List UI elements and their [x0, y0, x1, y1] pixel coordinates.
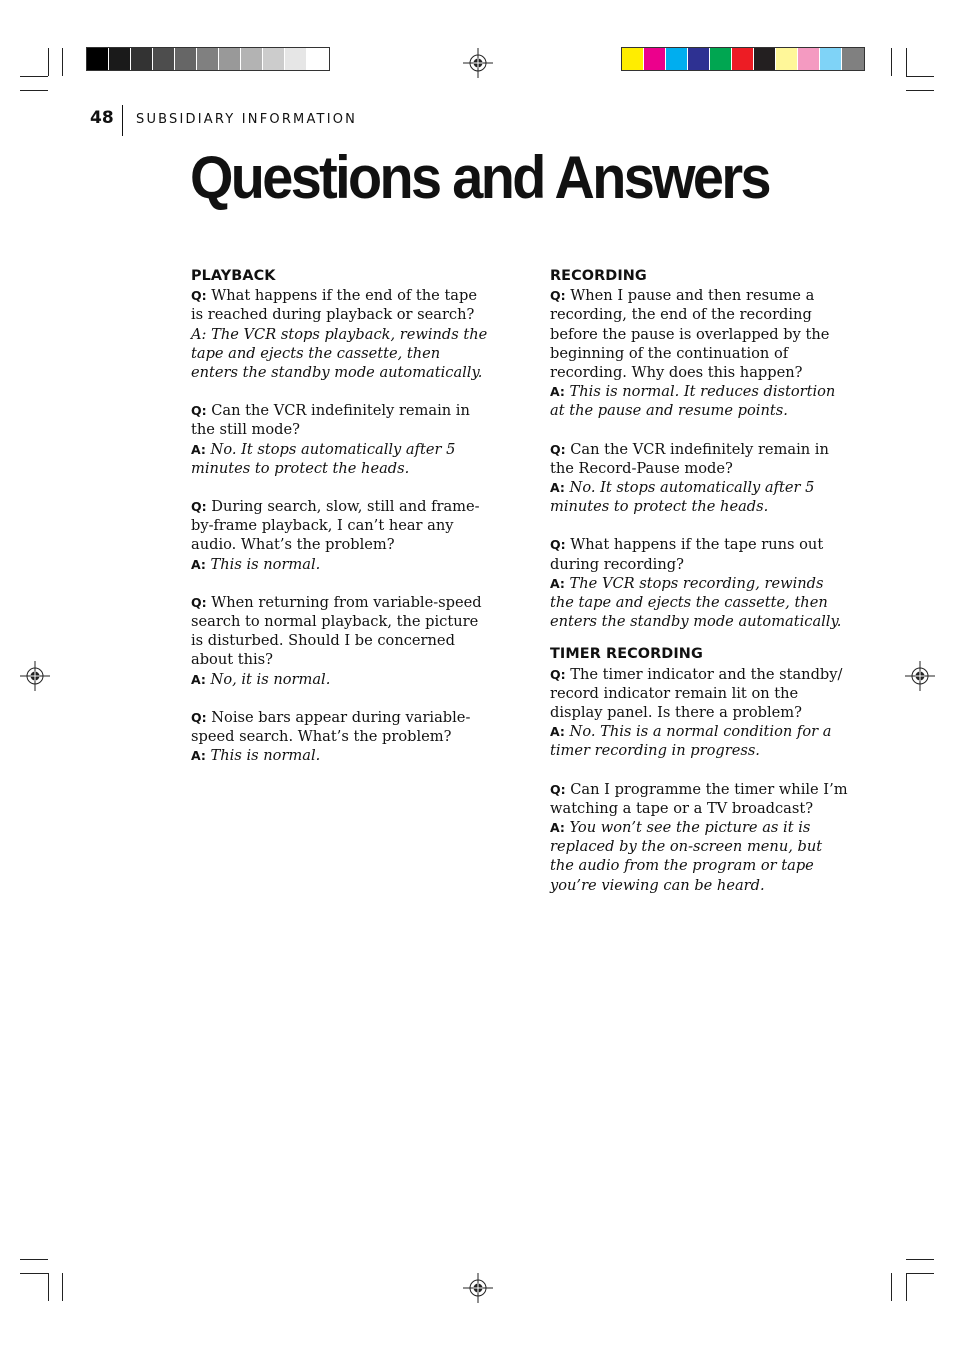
page-number: 48	[90, 108, 114, 128]
question	[191, 401, 491, 439]
qa-item	[191, 497, 491, 574]
question	[550, 535, 850, 573]
answer	[191, 746, 491, 765]
question	[191, 286, 491, 324]
color-swatch	[666, 48, 688, 70]
section-heading-recording: RECORDING	[550, 268, 647, 284]
question-label: Q:	[191, 709, 207, 725]
crop-mark-line	[20, 90, 48, 91]
crop-mark-line	[906, 48, 907, 76]
answer-text: This is normal.	[210, 747, 321, 765]
color-swatch	[197, 48, 219, 70]
question-label: Q:	[191, 499, 207, 515]
answer-text: This is normal.	[210, 555, 321, 573]
crop-mark-line	[48, 48, 49, 76]
crop-mark-line	[906, 76, 934, 77]
color-swatch	[153, 48, 175, 70]
crop-mark-line	[906, 1273, 907, 1301]
answer	[550, 382, 850, 420]
answer-label: A:	[550, 575, 565, 591]
crop-mark-line	[906, 1273, 934, 1274]
question-label: Q:	[550, 666, 566, 682]
answer-label: A:	[191, 441, 206, 457]
qa-item	[550, 780, 850, 895]
crop-mark-line	[20, 1259, 48, 1260]
color-swatch	[263, 48, 285, 70]
question-text: During search, slow, still and frame-by-frame playback, I can’t hear any audio. What’s the problem?	[191, 498, 480, 554]
color-swatch	[87, 48, 109, 70]
answer	[191, 325, 491, 383]
answer	[191, 440, 491, 478]
color-swatch	[241, 48, 263, 70]
page-title: Questions and Answers	[190, 144, 769, 211]
section-heading-timer-recording: TIMER RECORDING	[550, 646, 703, 663]
answer-text: This is normal. It reduces distortion at the pause and resume points.	[550, 383, 836, 420]
question-text: What happens if the tape runs out during recording?	[550, 536, 824, 573]
qa-item	[191, 286, 491, 382]
header-divider	[122, 105, 123, 136]
answer	[550, 722, 850, 760]
crop-mark-line	[62, 1273, 63, 1301]
question-label: Q:	[191, 403, 207, 419]
color-swatch	[820, 48, 842, 70]
crop-mark-line	[891, 48, 892, 76]
qa-item	[550, 535, 850, 631]
color-swatch	[842, 48, 864, 70]
color-swatch	[644, 48, 666, 70]
grayscale-color-bar	[86, 47, 330, 71]
qa-item	[550, 665, 850, 761]
registration-mark-icon	[463, 1273, 493, 1303]
left-column	[191, 267, 491, 765]
answer-text: No. It stops automatically after 5 minutes to protect the heads.	[191, 440, 456, 477]
crop-mark-line	[20, 1273, 48, 1274]
question	[550, 440, 850, 478]
question-label: Q:	[191, 594, 207, 610]
color-swatch	[710, 48, 732, 70]
answer-label: A:	[191, 556, 206, 572]
color-swatch	[622, 48, 644, 70]
answer-label: A:	[550, 820, 565, 836]
question-text: Noise bars appear during variable-speed search. What’s the problem?	[191, 708, 471, 746]
answer-label: A:	[191, 748, 206, 764]
crop-mark-line	[20, 76, 48, 77]
question	[191, 593, 491, 670]
answer-text: The VCR stops recording, rewinds the tape and ejects the cassette, then enters the standby mode automatically.	[550, 574, 842, 631]
section-heading-playback: PLAYBACK	[191, 268, 276, 284]
answer-label: A:	[550, 724, 565, 740]
crop-mark-line	[62, 48, 63, 76]
question-text: When returning from variable-speed search to normal playback, the picture is disturbed. Should I be concerned about this?	[191, 593, 482, 669]
color-swatch	[688, 48, 710, 70]
section-label: SUBSIDIARY INFORMATION	[136, 112, 358, 127]
question	[550, 665, 850, 723]
answer-text: A: The VCR stops playback, rewinds the tape and ejects the cassette, then enters the standby mode automatically.	[191, 325, 488, 382]
answer	[550, 818, 850, 895]
color-swatch	[109, 48, 131, 70]
section-spacer	[550, 631, 850, 645]
color-swatch	[798, 48, 820, 70]
question-label: Q:	[550, 781, 566, 797]
answer	[550, 574, 850, 632]
registration-mark-icon	[463, 48, 493, 78]
answer	[191, 670, 491, 689]
question-text: Can I programme the timer while I’m watching a tape or a TV broadcast?	[550, 780, 848, 817]
crop-mark-line	[891, 1273, 892, 1301]
question-label: Q:	[191, 288, 207, 304]
color-swatch	[754, 48, 776, 70]
question-label: Q:	[550, 537, 566, 553]
crop-mark-line	[906, 90, 934, 91]
question	[191, 708, 491, 746]
process-color-bar	[621, 47, 865, 71]
color-swatch	[219, 48, 241, 70]
answer-label: A:	[550, 480, 565, 496]
answer	[191, 555, 491, 574]
question-text: The timer indicator and the standby/ record indicator remain lit on the display panel. Is there a problem?	[550, 665, 843, 722]
qa-item	[550, 286, 850, 420]
registration-mark-icon	[20, 661, 50, 691]
question-text: Can the VCR indefinitely remain in the Record-Pause mode?	[550, 440, 829, 477]
question	[550, 780, 850, 818]
color-swatch	[285, 48, 307, 70]
answer-text: No. It stops automatically after 5 minutes to protect the heads.	[550, 479, 815, 516]
answer	[550, 478, 850, 516]
question-text: Can the VCR indefinitely remain in the still mode?	[191, 402, 470, 439]
registration-mark-icon	[905, 661, 935, 691]
color-swatch	[131, 48, 153, 70]
question-text: What happens if the end of the tape is reached during playback or search?	[191, 287, 477, 324]
crop-mark-line	[48, 1273, 49, 1301]
answer-label: A:	[191, 671, 206, 687]
qa-item	[191, 401, 491, 478]
color-swatch	[776, 48, 798, 70]
question-label: Q:	[550, 288, 566, 304]
answer-label: A:	[550, 384, 565, 400]
question	[191, 497, 491, 555]
answer-text: You won’t see the picture as it is replaced by the on-screen menu, but the audio from the program or tape you’re viewing can be heard.	[550, 819, 823, 894]
color-swatch	[307, 48, 329, 70]
qa-item	[550, 440, 850, 517]
qa-item	[191, 593, 491, 689]
question-text: When I pause and then resume a recording, the end of the recording before the pause is overlapped by the beginning of the continuation of recording. Why does this happen?	[550, 287, 830, 382]
crop-mark-line	[906, 1259, 934, 1260]
right-column	[550, 267, 850, 895]
color-swatch	[732, 48, 754, 70]
question-label: Q:	[550, 441, 566, 457]
color-swatch	[175, 48, 197, 70]
qa-item	[191, 708, 491, 766]
answer-text: No, it is normal.	[210, 670, 331, 688]
question	[550, 286, 850, 382]
answer-text: No. This is a normal condition for a timer recording in progress.	[550, 723, 832, 760]
